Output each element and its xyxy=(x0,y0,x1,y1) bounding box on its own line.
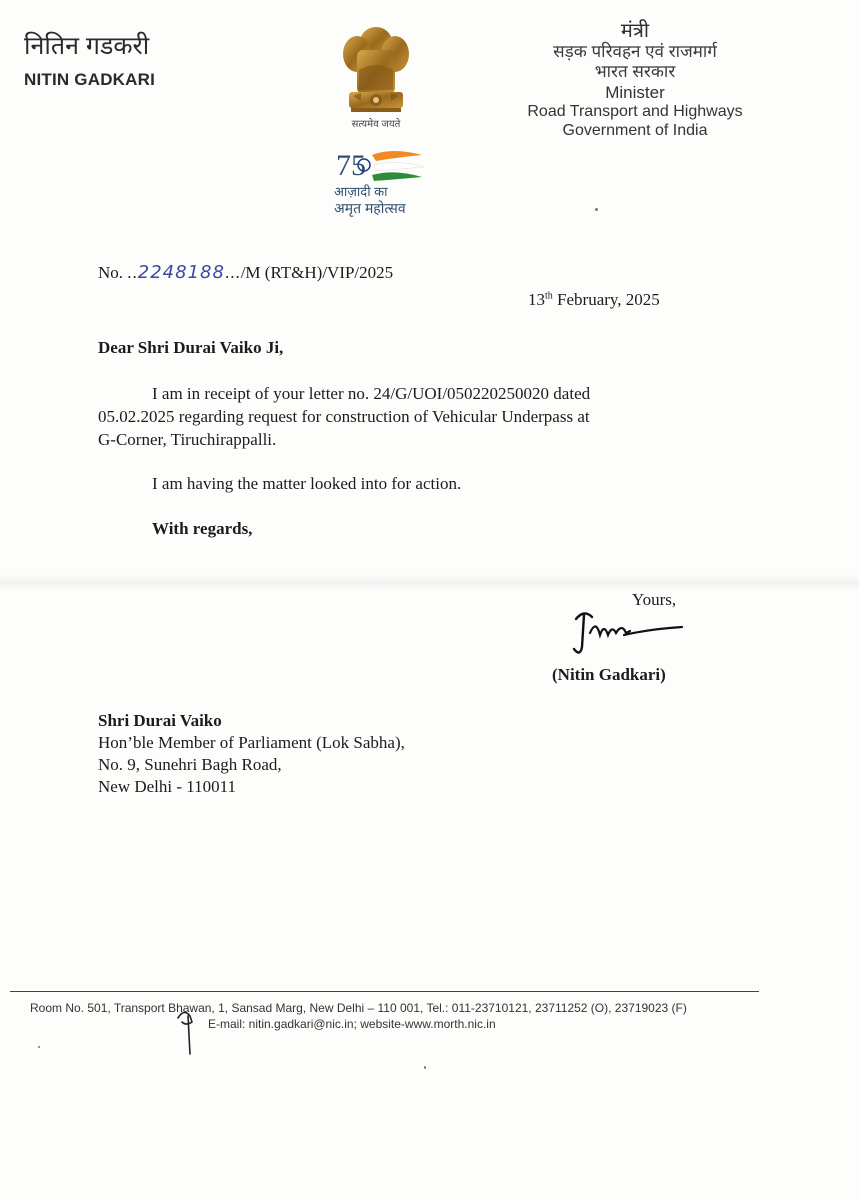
recipient-name: Shri Durai Vaiko xyxy=(98,711,222,730)
footer-address: Room No. 501, Transport Bhawan, 1, Sansad Marg, New Delhi – 110 001, Tel.: 011-23710121, 23711252 (O), 23719023 (F) xyxy=(30,1001,687,1015)
footer-contact: E-mail: nitin.gadkari@nic.in; website-www.morth.nic.in xyxy=(208,1017,496,1031)
ref-dots-right: ... xyxy=(224,263,241,282)
paper-fold xyxy=(0,575,859,591)
emblem-motto: सत्यमेव जयते xyxy=(351,119,401,130)
signature-icon xyxy=(570,605,685,660)
minister-name-english: NITIN GADKARI xyxy=(24,70,156,89)
amrit-line-1: आज़ादी का xyxy=(334,184,388,199)
reference-number xyxy=(98,262,393,283)
amrit-75-text: 75 xyxy=(336,149,366,182)
amrit-mahotsav-logo xyxy=(330,145,430,219)
date-suffix: th xyxy=(545,290,553,302)
amrit-line-2: अमृत महोत्सव xyxy=(334,200,406,216)
date-day: 13 xyxy=(528,290,545,309)
body-paragraph-1 xyxy=(98,382,698,451)
ministry-hindi: सड़क परिवहन एवं राजमार्ग xyxy=(553,42,717,61)
ref-handwritten-number: 2248188 xyxy=(137,262,225,283)
amrit-flag-icon xyxy=(330,145,430,185)
govt-hindi: भारत सरकार xyxy=(594,62,676,81)
designation-block xyxy=(500,20,770,140)
date-rest: February, 2025 xyxy=(552,290,660,309)
minister-name-hindi: नितिन गडकरी xyxy=(24,32,150,60)
regards-line: With regards, xyxy=(152,519,253,538)
title-hindi: मंत्री xyxy=(620,20,650,42)
body-paragraph-2: I am having the matter looked into for action. xyxy=(152,474,462,493)
letter-date xyxy=(528,290,660,310)
recipient-line-1: Hon’ble Member of Parliament (Lok Sabha), xyxy=(98,733,405,752)
pen-mark xyxy=(172,1000,212,1056)
ministry-english: Road Transport and Highways xyxy=(527,103,743,120)
title-english: Minister xyxy=(605,83,665,102)
para1-line-3: G-Corner, Tiruchirappalli. xyxy=(98,430,277,449)
national-emblem xyxy=(335,20,417,138)
signatory-name: (Nitin Gadkari) xyxy=(552,665,666,684)
para1-line-1: I am in receipt of your letter no. 24/G/UOI/050220250020 dated xyxy=(152,384,591,403)
closing-yours: Yours, xyxy=(632,590,677,609)
paper-speck xyxy=(424,1066,426,1069)
recipient-address xyxy=(98,710,405,798)
recipient-line-2: No. 9, Sunehri Bagh Road, xyxy=(98,755,282,774)
paper-speck xyxy=(38,1046,40,1048)
salutation: Dear Shri Durai Vaiko Ji, xyxy=(98,338,284,357)
ref-prefix: No. xyxy=(98,263,128,282)
govt-english: Government of India xyxy=(562,122,708,139)
pen-annotation-icon xyxy=(172,1000,212,1056)
ref-suffix: /M (RT&H)/VIP/2025 xyxy=(240,263,394,282)
footer-divider xyxy=(10,991,759,992)
recipient-line-3: New Delhi - 110011 xyxy=(98,777,237,796)
paper-speck xyxy=(595,208,598,211)
signature xyxy=(570,605,685,660)
ref-dots-left: .. xyxy=(127,263,138,282)
para1-line-2: 05.02.2025 regarding request for construction of Vehicular Underpass at xyxy=(98,407,590,426)
